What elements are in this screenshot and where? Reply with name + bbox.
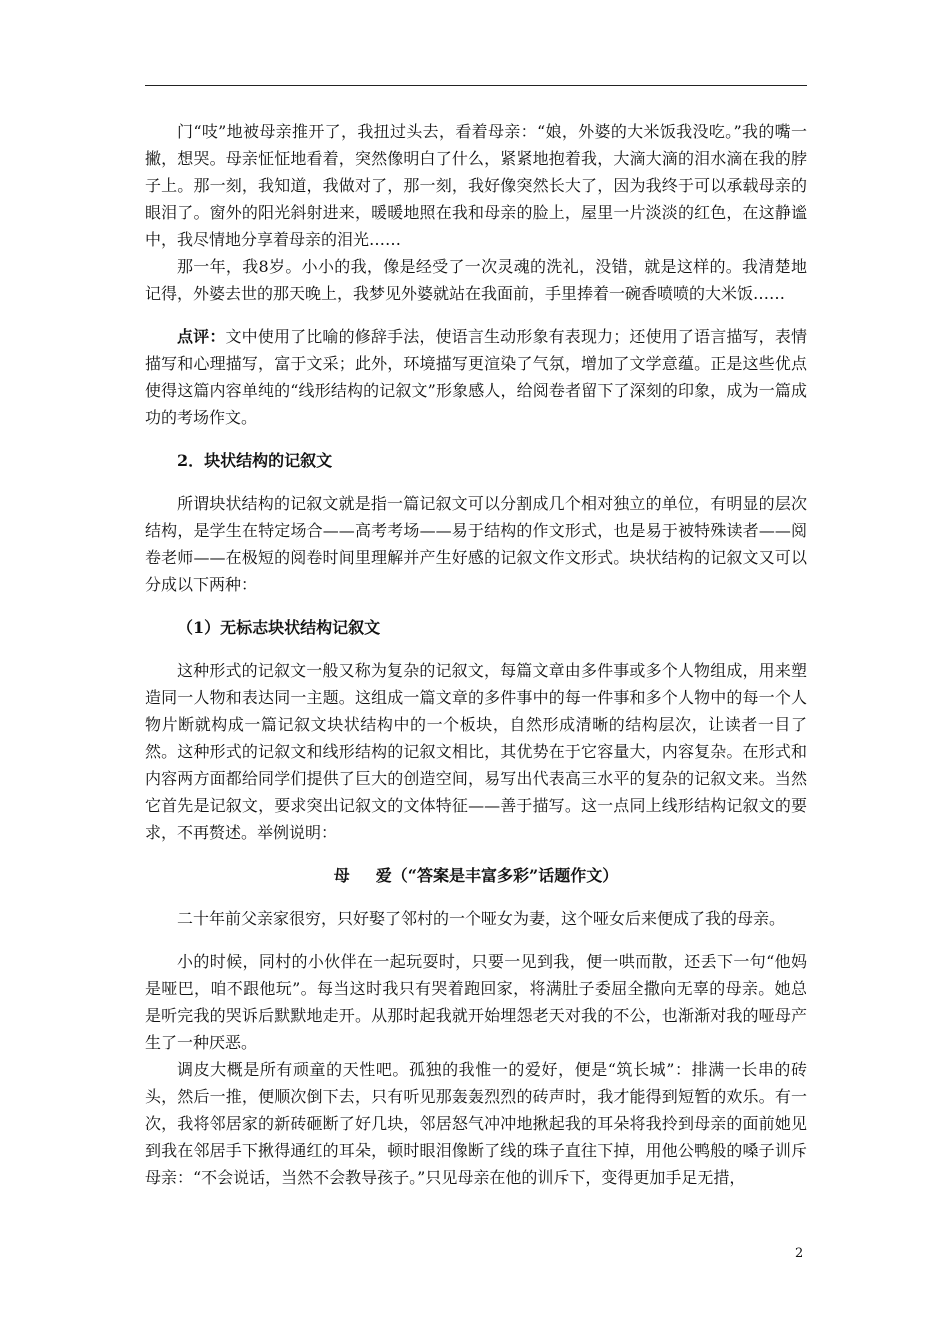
header-rule: [145, 85, 807, 86]
essay-title: [145, 862, 807, 889]
comment-label: 点评：: [177, 327, 226, 346]
section-heading: 2．块状结构的记叙文: [177, 451, 333, 470]
comment-paragraph: [145, 323, 807, 431]
page-number: 2: [795, 1246, 804, 1261]
paragraph: 这种形式的记叙文一般又称为复杂的记叙文，每篇文章由多件事或多个人物组成，用来塑造同一人物和表达同一主题。这组成一篇文章的多件事中的每一件事和多个人物中的每一个人物片断就构成一篇记叙文块状结构中的一个板块，自然形成清晰的结构层次，让读者一目了然。这种形式的记叙文和线形结构的记叙文相比，其优势在于它容量大，内容复杂。在形式和内容两方面都给同学们提供了巨大的创造空间，易写出代表高三水平的复杂的记叙文来。当然它首先是记叙文，要求突出记叙文的文体特征——善于描写。这一点同上线形结构记叙文的要求，不再赘述。举例说明：: [145, 661, 807, 842]
paragraph: 调皮大概是所有顽童的天性吧。孤独的我惟一的爱好，便是“筑长城”：排满一长串的砖头，然后一推，便顺次倒下去，只有听见那轰轰烈烈的砖声时，我才能得到短暂的欢乐。有一次，我将邻居家的新砖砸断了好几块，邻居怒气冲冲地揪起我的耳朵将我拎到母亲的面前她见到我在邻居手下揪得通红的耳朵，顿时眼泪像断了线的珠子直往下掉，用他公鸭般的嗓子训斥母亲：“不会说话，当然不会教导孩子。”只见母亲在他的训斥下，变得更加手足无措，: [145, 1060, 807, 1187]
essay-title-part1: 母: [333, 866, 350, 885]
document-body: [145, 118, 807, 1191]
essay-title-part2: 爱（“答案是丰富多彩”话题作文）: [375, 866, 619, 885]
comment-text: 文中使用了比喻的修辞手法，使语言生动形象有表现力；还使用了语言描写，表情描写和心理描写，富于文采；此外，环境描写更渲染了气氛，增加了文学意蕴。正是这些优点使得这篇内容单纯的“线形结构的记叙文”形象感人，给阅卷者留下了深刻的印象，成为一篇成功的考场作文。: [145, 327, 807, 427]
subsection-heading: （1）无标志块状结构记叙文: [177, 618, 381, 637]
paragraph: 那一年，我8岁。小小的我，像是经受了一次灵魂的洗礼，没错，就是这样的。我清楚地记得，外婆去世的那天晚上，我梦见外婆就站在我面前，手里捧着一碗香喷喷的大米饭……: [145, 257, 807, 303]
paragraph: 所谓块状结构的记叙文就是指一篇记叙文可以分割成几个相对独立的单位，有明显的层次结构，是学生在特定场合——高考考场——易于结构的作文形式，也是易于被特殊读者——阅卷老师——在极短的阅卷时间里理解并产生好感的记叙文作文形式。块状结构的记叙文又可以分成以下两种：: [145, 494, 807, 594]
paragraph: 小的时候，同村的小伙伴在一起玩耍时，只要一见到我，便一哄而散，还丢下一句“他妈是哑巴，咱不跟他玩”。每当这时我只有哭着跑回家，将满肚子委屈全撒向无辜的母亲。她总是听完我的哭诉后默默地走开。从那时起我就开始埋怨老天对我的不公，也渐渐对我的哑母产生了一种厌恶。: [145, 952, 807, 1052]
paragraph: 二十年前父亲家很穷，只好娶了邻村的一个哑女为妻，这个哑女后来便成了我的母亲。: [177, 909, 786, 928]
paragraph: 门“吱”地被母亲推开了，我扭过头去，看着母亲：“娘，外婆的大米饭我没吃。”我的嘴一撇，想哭。母亲怔怔地看着，突然像明白了什么，紧紧地抱着我，大滴大滴的泪水滴在我的脖子上。那一刻，我知道，我做对了，那一刻，我好像突然长大了，因为我终于可以承载母亲的眼泪了。窗外的阳光斜射进来，暖暖地照在我和母亲的脸上，屋里一片淡淡的红色，在这静谧中，我尽情地分享着母亲的泪光……: [145, 122, 807, 249]
